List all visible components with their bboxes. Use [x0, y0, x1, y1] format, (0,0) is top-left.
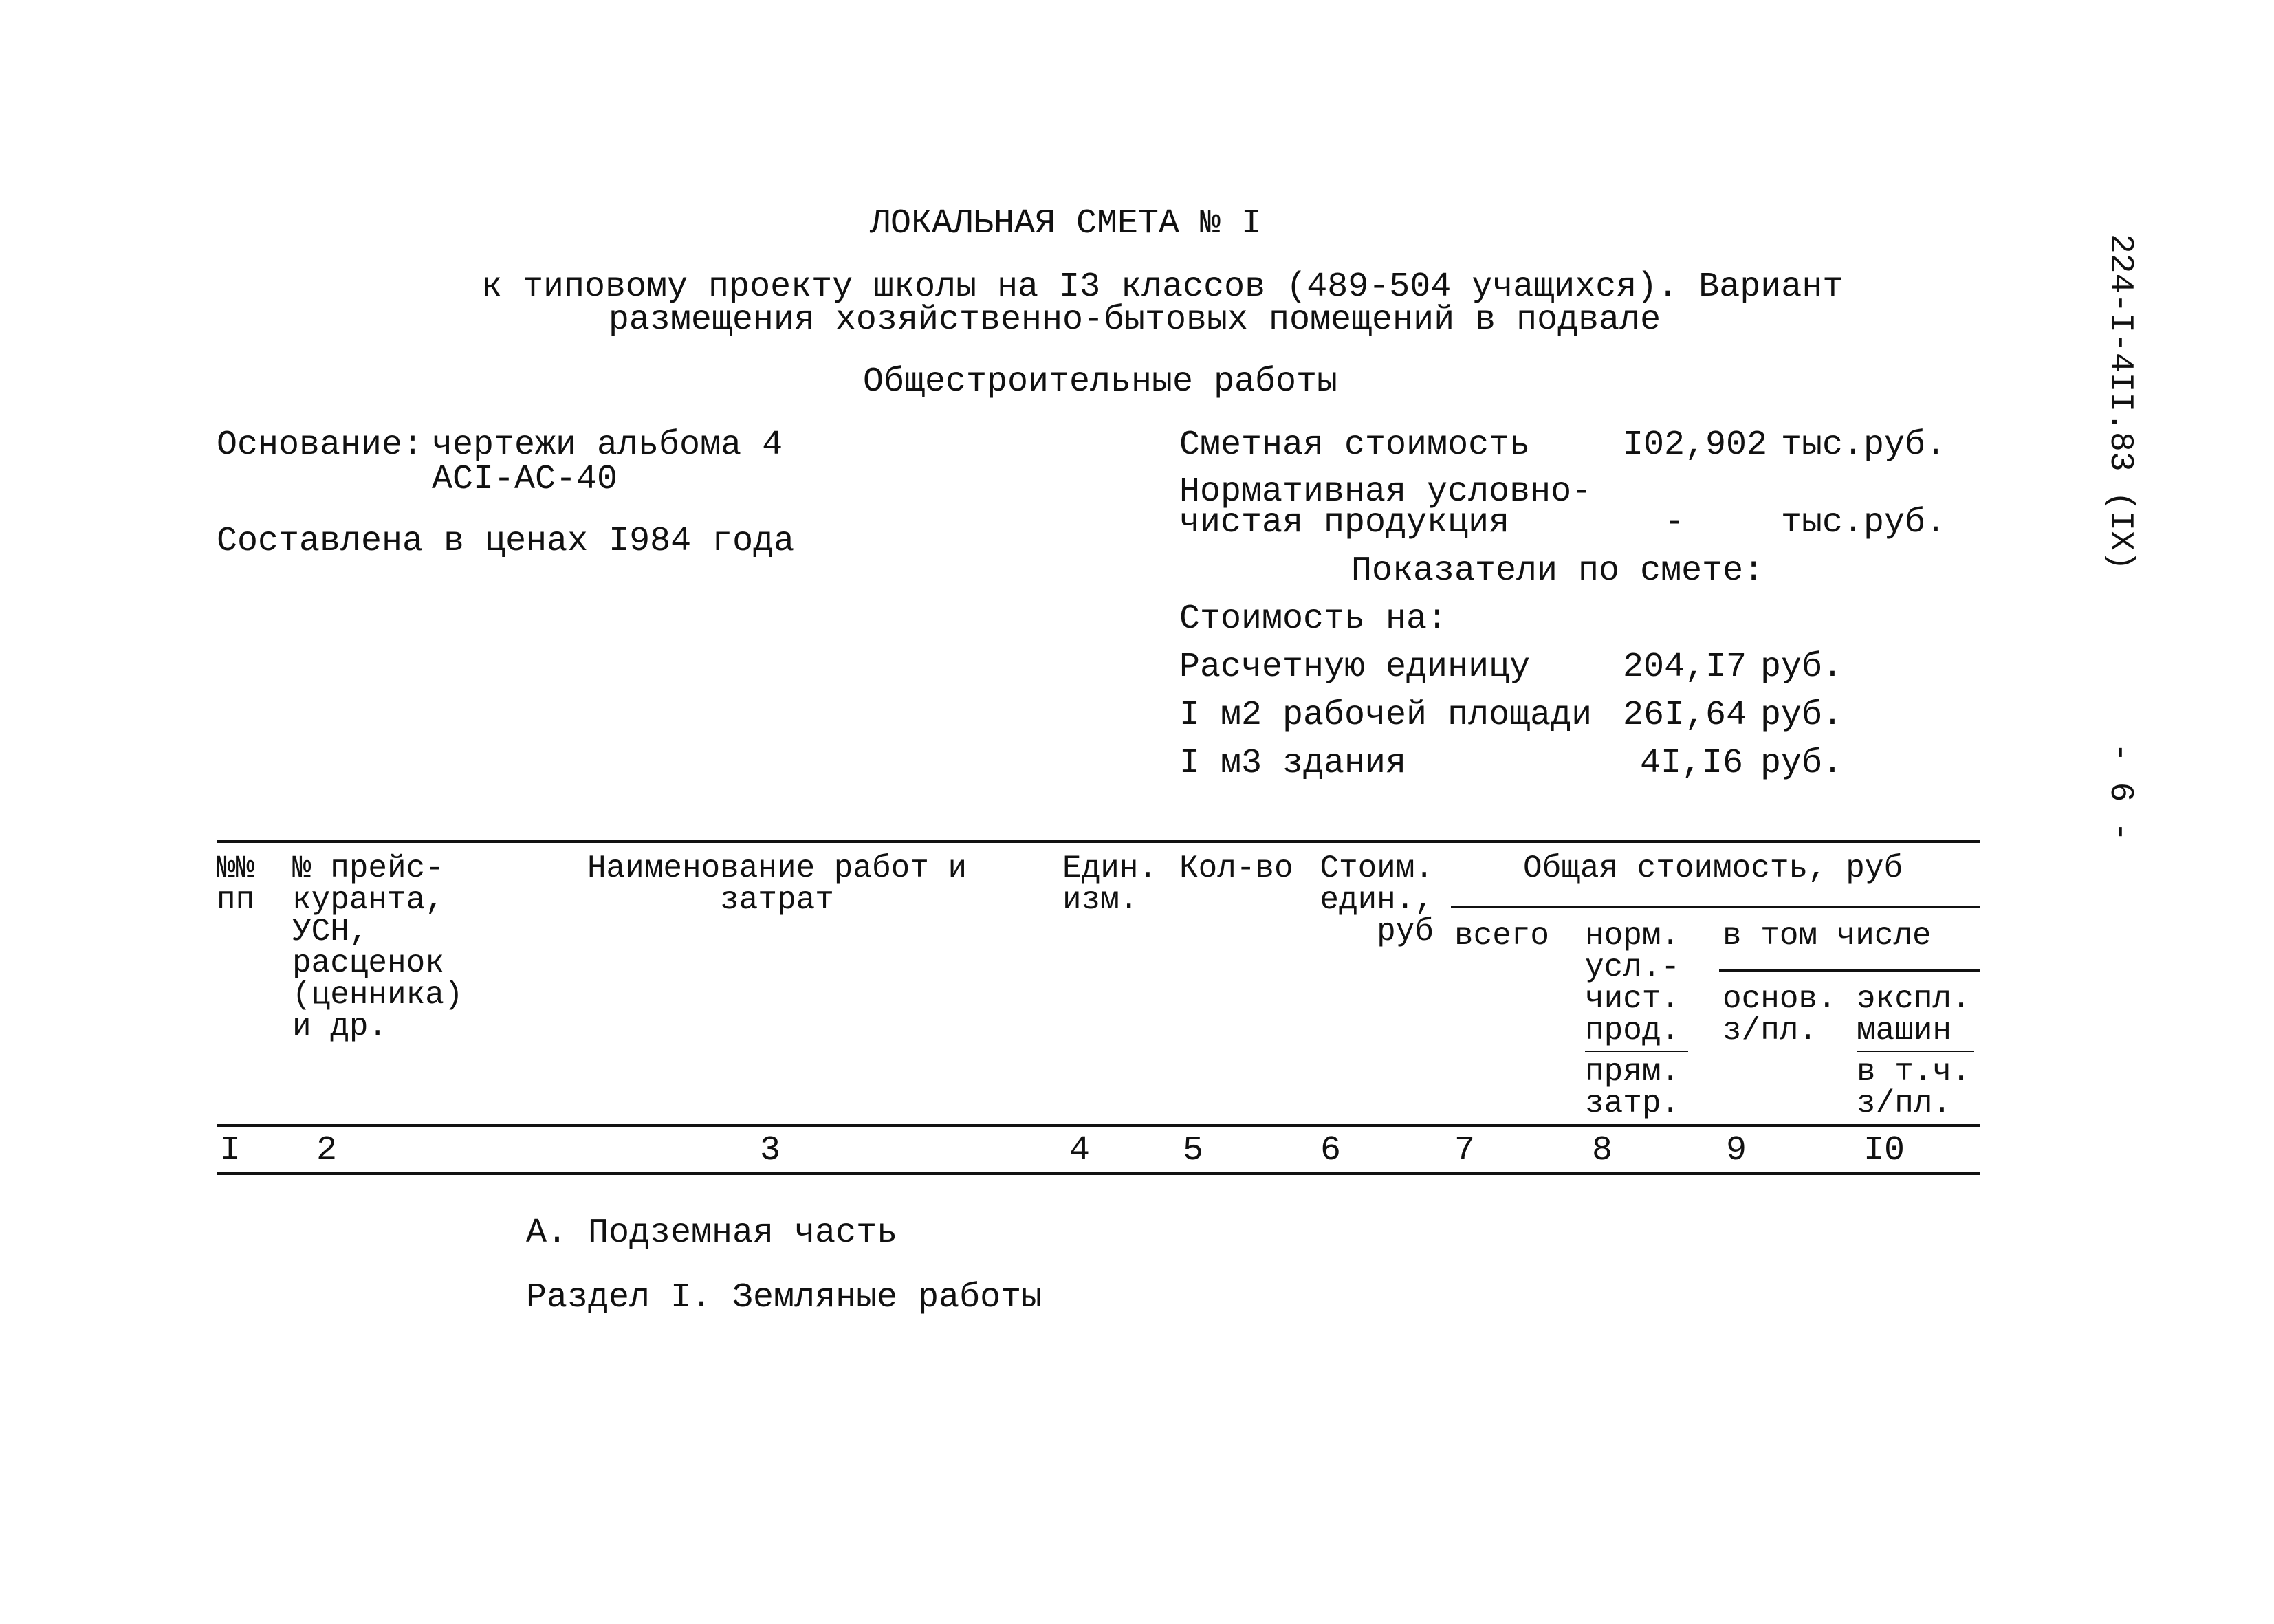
- col8-split-rule: [1585, 1051, 1688, 1052]
- column-number: 9: [1726, 1131, 1747, 1170]
- section-title: Общестроительные работы: [862, 362, 1338, 402]
- indicator-value: 4I,I6: [1640, 744, 1744, 783]
- indicator-unit: руб.: [1760, 744, 1844, 783]
- normative-label-2: чистая продукция: [1179, 503, 1510, 542]
- header-bottom-rule: [217, 1124, 1980, 1127]
- numbers-bottom-rule: [217, 1172, 1980, 1175]
- col10-split-rule: [1857, 1051, 1974, 1052]
- section-heading: Раздел I. Земляные работы: [526, 1278, 1042, 1317]
- indicator-value: 204,I7: [1623, 648, 1747, 687]
- column-number: I0: [1863, 1131, 1905, 1170]
- subtitle-line-1: к типовому проекту школы на I3 классов (489-504 учащихся). Вариант: [481, 267, 1844, 307]
- column-number: 5: [1183, 1131, 1204, 1170]
- smeta-cost-label: Сметная стоимость: [1179, 426, 1531, 465]
- column-number: 7: [1454, 1131, 1476, 1170]
- header-machines-salary: в т.ч. з/пл.: [1857, 1054, 1971, 1121]
- column-number: 2: [316, 1131, 338, 1170]
- header-normative: норм. усл.- чист. прод.: [1585, 918, 1681, 1049]
- including-rule: [1719, 969, 1980, 972]
- header-total: всего: [1454, 918, 1550, 954]
- column-number: 6: [1320, 1131, 1342, 1170]
- total-cost-rule: [1451, 906, 1980, 908]
- cost-on-label: Стоимость на:: [1179, 600, 1448, 639]
- normative-unit: тыс.руб.: [1781, 503, 1947, 542]
- header-row-number: №№ пп: [217, 851, 255, 918]
- basis-label: Основание:: [217, 426, 424, 465]
- header-total-cost: Общая стоимость, руб: [1523, 851, 1903, 886]
- indicators-title: Показатели по смете:: [1351, 551, 1764, 591]
- margin-code: 224-I-4II.83 (IX): [2101, 234, 2139, 571]
- document-title: ЛОКАЛЬНАЯ СМЕТА № I: [869, 204, 1262, 243]
- column-number: I: [220, 1131, 241, 1170]
- page-number: - 6 -: [2101, 743, 2139, 842]
- indicator-label: I м3 здания: [1179, 744, 1407, 783]
- indicator-label: I м2 рабочей площади: [1179, 696, 1593, 735]
- column-number: 3: [760, 1131, 781, 1170]
- header-work-name: Наименование работ и затрат: [587, 851, 967, 918]
- subtitle-line-2: размещения хозяйственно-бытовых помещений в подвале: [608, 300, 1661, 340]
- column-number: 4: [1069, 1131, 1091, 1170]
- header-direct-costs: прям. затр.: [1585, 1054, 1681, 1121]
- header-price-list: № прейс- куранта, УСН, расценок (ценника) и др.: [292, 851, 463, 1044]
- basis-line-2: АСI-АС-40: [432, 460, 618, 499]
- header-unit: Един. изм.: [1062, 851, 1158, 918]
- indicator-unit: руб.: [1760, 648, 1844, 687]
- header-unit-cost: Стоим. един., руб: [1320, 851, 1434, 950]
- header-machines: экспл. машин: [1857, 981, 1971, 1049]
- basis-line-1: чертежи альбома 4: [432, 426, 783, 465]
- table-top-rule: [217, 840, 1980, 843]
- indicator-value: 26I,64: [1623, 696, 1747, 735]
- normative-label-1: Нормативная условно-: [1179, 472, 1593, 512]
- prices-note: Составлена в ценах I984 года: [217, 522, 795, 561]
- header-quantity: Кол-во: [1179, 851, 1293, 886]
- indicator-unit: руб.: [1760, 696, 1844, 735]
- normative-value: -: [1664, 503, 1685, 542]
- header-base-salary: основ. з/пл.: [1723, 981, 1837, 1049]
- header-including: в том числе: [1723, 918, 1932, 954]
- smeta-cost-value: I02,902: [1623, 426, 1768, 465]
- smeta-cost-unit: тыс.руб.: [1781, 426, 1947, 465]
- column-number: 8: [1592, 1131, 1613, 1170]
- indicator-label: Расчетную единицу: [1179, 648, 1531, 687]
- part-heading: А. Подземная часть: [526, 1214, 898, 1253]
